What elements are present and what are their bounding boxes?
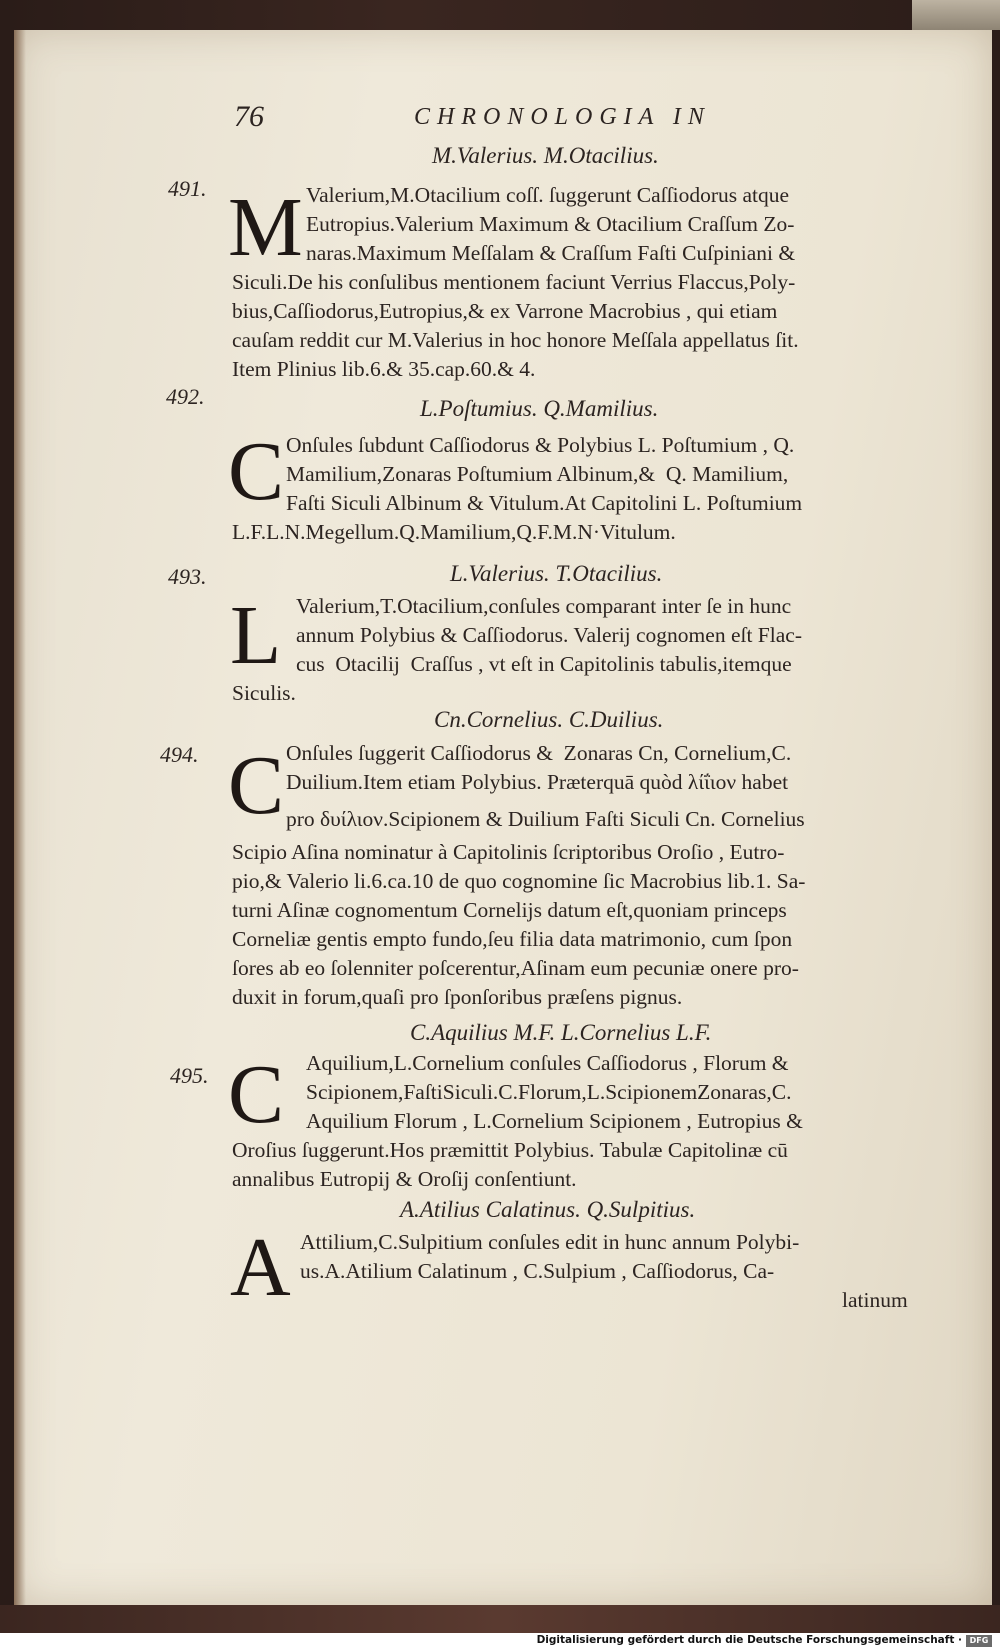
running-head bbox=[234, 100, 794, 140]
body-line: Aquilium,L.Cornelium conſules Caſſiodorus , Florum & bbox=[306, 1051, 789, 1075]
year-marker: 492. bbox=[166, 384, 205, 409]
body-line: Attilium,C.Sulpitium conſules edit in hunc annum Polybi- bbox=[300, 1230, 800, 1254]
book-edge-tab bbox=[912, 0, 1000, 30]
year-marker: 493. bbox=[168, 564, 207, 589]
year-marker: 495. bbox=[170, 1063, 209, 1088]
entry-heading: C.Aquilius M.F. L.Cornelius L.F. bbox=[410, 1020, 712, 1045]
entry-heading: L.Poſtumius. Q.Mamilius. bbox=[420, 396, 659, 421]
body-line: Onſules ſuggerit Caſſiodorus & Zonaras Cn, Cornelium,C. bbox=[286, 741, 792, 765]
body-line: ſores ab eo ſolenniter poſcerentur,Aſinam eum pecuniæ onere pro- bbox=[232, 956, 799, 980]
book-cover-edge bbox=[0, 1605, 1000, 1633]
body-line: annum Polybius & Caſſiodorus. Valerij cognomen eſt Flac- bbox=[296, 623, 802, 647]
body-line: us.A.Atilium Calatinum , C.Sulpium , Caſſiodorus, Ca- bbox=[300, 1259, 775, 1283]
catchword: latinum bbox=[842, 1288, 908, 1312]
entry-heading: L.Valerius. T.Otacilius. bbox=[450, 561, 663, 586]
footer-credit: Digitalisierung gefördert durch die Deutsche Forschungsgemeinschaft · bbox=[536, 1634, 962, 1646]
body-line: Valerium,T.Otacilium,conſules comparant inter ſe in hunc bbox=[296, 594, 792, 618]
body-line: Item Plinius lib.6.& 35.cap.60.& 4. bbox=[232, 357, 536, 381]
drop-initial: C bbox=[228, 425, 285, 518]
body-line: annalibus Eutropij & Oroſij conſentiunt. bbox=[232, 1167, 577, 1191]
body-line: cus Otacilij Craſſus , vt eſt in Capitolinis tabulis,itemque bbox=[296, 652, 792, 676]
body-line: Corneliæ gentis empto fundo,ſeu filia data matrimonio, cum ſpon bbox=[232, 927, 793, 951]
body-line: Duilium.Item etiam Polybius. Præterquā quòd λίΐιον habet bbox=[286, 770, 789, 794]
drop-initial: L bbox=[230, 589, 282, 682]
body-line: Scipio Aſina nominatur à Capitolinis ſcriptoribus Oroſio , Eutro- bbox=[232, 840, 785, 864]
body-line: Siculis. bbox=[232, 681, 296, 705]
body-line: pio,& Valerio li.6.ca.10 de quo cognomine ſic Macrobius lib.1. Sa- bbox=[232, 869, 806, 893]
drop-initial: M bbox=[228, 181, 303, 274]
body-line: Siculi.De his conſulibus mentionem faciunt Verrius Flaccus,Poly- bbox=[232, 270, 796, 294]
year-marker: 491. bbox=[168, 176, 207, 201]
body-line: L.F.L.N.Megellum.Q.Mamilium,Q.F.M.N·Vitulum. bbox=[232, 520, 676, 544]
year-marker: 494. bbox=[160, 742, 199, 767]
body-line: turni Aſinæ cognomentum Cornelijs datum eſt,quoniam princeps bbox=[232, 898, 787, 922]
body-line: pro δυίλιον.Scipionem & Duilium Faſti Siculi Cn. Cornelius bbox=[286, 807, 805, 831]
body-line: cauſam reddit cur M.Valerius in hoc honore Meſſala appellatus ſit. bbox=[232, 328, 799, 352]
drop-initial: C bbox=[228, 1048, 285, 1141]
body-line: bius,Caſſiodorus,Eutropius,& ex Varrone Macrobius , qui etiam bbox=[232, 299, 778, 323]
entry-heading: A.Atilius Calatinus. Q.Sulpitius. bbox=[400, 1197, 696, 1222]
body-line: Oroſius ſuggerunt.Hos præmittit Polybius. Tabulæ Capitolinæ cū bbox=[232, 1138, 788, 1162]
entry-heading: M.Valerius. M.Otacilius. bbox=[432, 143, 659, 168]
body-line: Mamilium,Zonaras Poſtumium Albinum,& Q. Mamilium, bbox=[286, 462, 789, 486]
drop-initial: A bbox=[230, 1221, 291, 1314]
body-line: duxit in forum,quaſi pro ſponſoribus præſens pignus. bbox=[232, 985, 683, 1009]
drop-initial: C bbox=[228, 739, 285, 832]
body-line: Faſti Siculi Albinum & Vitulum.At Capitolini L. Poſtumium bbox=[286, 491, 803, 515]
entry-heading: Cn.Cornelius. C.Duilius. bbox=[434, 707, 664, 732]
body-line: naras.Maximum Meſſalam & Craſſum Faſti Cuſpiniani & bbox=[306, 241, 796, 265]
body-line: Eutropius.Valerium Maximum & Otacilium Craſſum Zo- bbox=[306, 212, 795, 236]
dfg-logo: DFG bbox=[966, 1635, 992, 1647]
page-gutter-shadow bbox=[14, 30, 26, 1605]
running-title: CHRONOLOGIA IN bbox=[414, 104, 711, 130]
body-line: Valerium,M.Otacilium coſſ. ſuggerunt Caſſiodorus atque bbox=[306, 183, 790, 207]
body-line: Scipionem,FaſtiSiculi.C.Florum,L.ScipionemZonaras,C. bbox=[306, 1080, 792, 1104]
body-line: Onſules ſubdunt Caſſiodorus & Polybius L. Poſtumium , Q. bbox=[286, 433, 795, 457]
page-number: 76 bbox=[234, 100, 264, 133]
body-line: Aquilium Florum , L.Cornelium Scipionem , Eutropius & bbox=[306, 1109, 803, 1133]
